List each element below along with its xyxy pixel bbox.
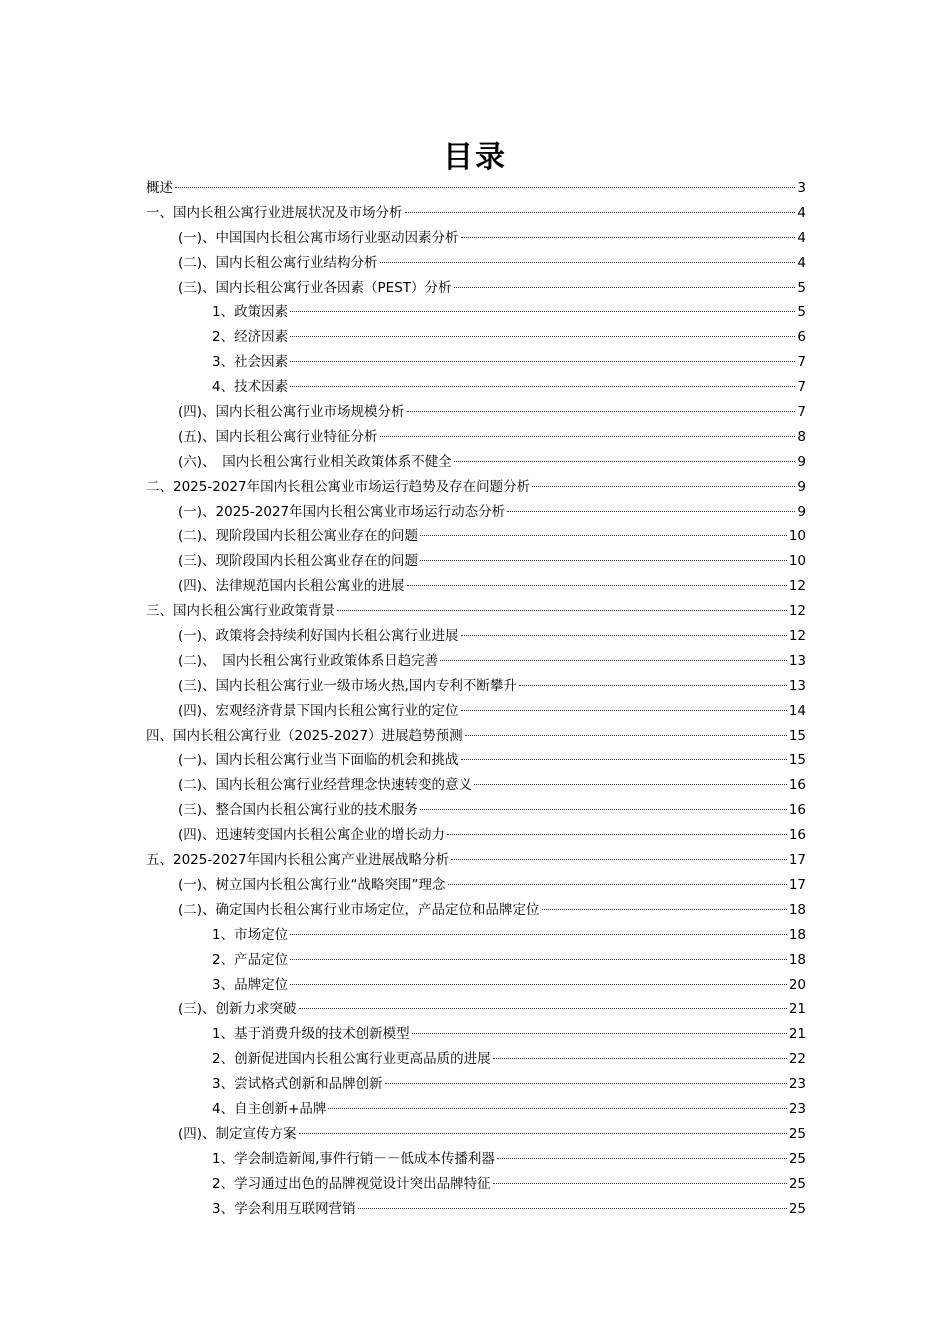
toc-entry-page-number: 14 (788, 702, 806, 719)
toc-entry[interactable] (146, 350, 806, 375)
toc-dot-leader (299, 1008, 787, 1009)
toc-entry-page-number: 5 (797, 279, 806, 296)
toc-entry-label: (四)、制定宣传方案 (178, 1125, 297, 1142)
toc-entry[interactable] (146, 475, 806, 500)
toc-entry-label: 3、学会利用互联网营销 (212, 1200, 356, 1217)
toc-entry[interactable] (146, 500, 806, 525)
toc-entry[interactable] (146, 300, 806, 325)
toc-entry[interactable] (146, 1072, 806, 1097)
toc-entry-page-number: 25 (788, 1125, 806, 1142)
toc-entry[interactable] (146, 848, 806, 873)
toc-dot-leader (451, 859, 787, 860)
toc-entry[interactable] (146, 1172, 806, 1197)
toc-entry[interactable] (146, 1022, 806, 1047)
toc-dot-leader (454, 461, 796, 462)
toc-dot-leader (380, 436, 796, 437)
toc-entry-page-number: 12 (788, 628, 806, 645)
toc-entry[interactable] (146, 1097, 806, 1122)
toc-entry[interactable] (146, 1122, 806, 1147)
toc-entry-label: 概述 (146, 180, 173, 196)
toc-entry-label: (二)、 国内长租公寓行业政策体系日趋完善 (178, 652, 439, 669)
toc-entry[interactable] (146, 400, 806, 425)
toc-entry-page-number: 25 (788, 1200, 806, 1217)
toc-dot-leader (461, 635, 787, 636)
toc-dot-leader (461, 710, 787, 711)
toc-dot-leader (299, 1133, 787, 1134)
toc-entry-label: 3、尝试格式创新和品牌创新 (212, 1076, 383, 1093)
toc-dot-leader (337, 610, 787, 611)
toc-entry-page-number: 10 (788, 528, 806, 545)
toc-entry-page-number: 17 (788, 852, 806, 869)
toc-dot-leader (407, 585, 787, 586)
toc-entry[interactable] (146, 699, 806, 724)
toc-entry-label: (四)、宏观经济背景下国内长租公寓行业的定位 (178, 702, 459, 719)
toc-dot-leader (507, 511, 795, 512)
toc-entry[interactable] (146, 898, 806, 923)
toc-entry[interactable] (146, 325, 806, 350)
toc-entry-label: (二)、国内长租公寓行业经营理念快速转变的意义 (178, 777, 473, 794)
toc-entry[interactable] (146, 873, 806, 898)
toc-entry-label: (三)、国内长租公寓行业各因素（PEST）分析 (178, 279, 452, 296)
toc-dot-leader (385, 1083, 787, 1084)
toc-entry[interactable] (146, 176, 806, 201)
toc-entry-page-number: 22 (788, 1051, 806, 1068)
toc-dot-leader (290, 361, 795, 362)
toc-dot-leader (290, 386, 795, 387)
toc-entry-page-number: 15 (788, 752, 806, 769)
toc-entry-page-number: 16 (788, 827, 806, 844)
toc-entry-page-number: 21 (788, 1001, 806, 1018)
toc-entry-label: 1、政策因素 (212, 304, 289, 321)
table-of-contents (146, 176, 806, 1221)
toc-dot-leader (358, 1208, 787, 1209)
toc-dot-leader (290, 934, 787, 935)
toc-entry[interactable] (146, 1047, 806, 1072)
toc-dot-leader (447, 834, 787, 835)
toc-entry-page-number: 9 (797, 453, 806, 470)
toc-dot-leader (465, 735, 787, 736)
toc-entry-page-number: 15 (788, 727, 806, 744)
toc-entry-page-number: 23 (788, 1076, 806, 1093)
toc-entry-page-number: 4 (797, 229, 806, 246)
toc-entry[interactable] (146, 599, 806, 624)
toc-entry-label: (一)、中国国内长租公寓市场行业驱动因素分析 (178, 229, 459, 246)
toc-entry[interactable] (146, 201, 806, 226)
toc-entry-label: (三)、创新力求突破 (178, 1001, 297, 1018)
toc-entry-label: (二)、国内长租公寓行业结构分析 (178, 254, 378, 271)
toc-dot-leader (290, 336, 795, 337)
toc-entry-label: 2、产品定位 (212, 951, 289, 968)
toc-entry-label: (三)、整合国内长租公寓行业的技术服务 (178, 802, 419, 819)
toc-entry-label: (二)、确定国内长租公寓行业市场定位，产品定位和品牌定位 (178, 901, 540, 918)
toc-entry-page-number: 3 (797, 180, 806, 196)
toc-entry-page-number: 25 (788, 1175, 806, 1192)
toc-entry[interactable] (146, 923, 806, 948)
toc-entry-page-number: 13 (788, 677, 806, 694)
toc-dot-leader (461, 237, 796, 238)
toc-entry-page-number: 16 (788, 777, 806, 794)
toc-entry-label: 二、2025-2027年国内长租公寓业市场运行趋势及存在问题分析 (146, 478, 531, 495)
toc-entry-page-number: 21 (788, 1026, 806, 1043)
toc-entry[interactable] (146, 425, 806, 450)
toc-dot-leader (454, 287, 796, 288)
toc-entry-label: (一)、国内长租公寓行业当下面临的机会和挑战 (178, 752, 459, 769)
toc-dot-leader (290, 984, 787, 985)
toc-entry[interactable] (146, 674, 806, 699)
toc-entry-label: (四)、国内长租公寓行业市场规模分析 (178, 404, 405, 421)
toc-entry-label: 3、社会因素 (212, 354, 289, 371)
toc-entry[interactable] (146, 724, 806, 749)
toc-entry-label: 3、品牌定位 (212, 976, 289, 993)
toc-dot-leader (412, 1033, 787, 1034)
toc-entry-page-number: 8 (797, 428, 806, 445)
toc-dot-leader (380, 262, 796, 263)
toc-dot-leader (290, 959, 787, 960)
toc-entry-label: (六)、 国内长租公寓行业相关政策体系不健全 (178, 453, 452, 470)
toc-entry-page-number: 13 (788, 652, 806, 669)
toc-entry[interactable] (146, 524, 806, 549)
toc-entry-page-number: 16 (788, 802, 806, 819)
toc-entry-label: (二)、现阶段国内长租公寓业存在的问题 (178, 528, 419, 545)
toc-entry-label: (三)、国内长租公寓行业一级市场火热,国内专利不断攀升 (178, 677, 517, 694)
toc-entry-page-number: 7 (797, 404, 806, 421)
toc-dot-leader (405, 212, 796, 213)
toc-dot-leader (532, 486, 795, 487)
toc-entry-page-number: 23 (788, 1100, 806, 1117)
toc-entry-label: 2、学习通过出色的品牌视觉设计突出品牌特征 (212, 1175, 491, 1192)
toc-entry-label: 1、市场定位 (212, 926, 289, 943)
toc-dot-leader (328, 1108, 786, 1109)
toc-entry[interactable] (146, 549, 806, 574)
toc-entry-label: 1、学会制造新闻,事件行销－－低成本传播利器 (212, 1150, 495, 1167)
toc-entry[interactable] (146, 748, 806, 773)
toc-dot-leader (420, 535, 787, 536)
toc-entry-label: (三)、现阶段国内长租公寓业存在的问题 (178, 553, 419, 570)
toc-dot-leader (461, 759, 787, 760)
toc-dot-leader (290, 311, 795, 312)
toc-entry-page-number: 5 (797, 304, 806, 321)
toc-entry-page-number: 18 (788, 951, 806, 968)
toc-dot-leader (474, 784, 787, 785)
toc-entry-page-number: 7 (797, 354, 806, 371)
toc-dot-leader (519, 685, 787, 686)
toc-entry[interactable] (146, 450, 806, 475)
toc-entry-label: (一)、树立国内长租公寓行业“战略突围”理念 (178, 876, 446, 893)
toc-dot-leader (542, 909, 787, 910)
toc-dot-leader (493, 1183, 787, 1184)
toc-entry-label: 4、技术因素 (212, 379, 289, 396)
toc-entry-page-number: 7 (797, 379, 806, 396)
page-title: 目录 (443, 140, 507, 175)
toc-entry[interactable] (146, 649, 806, 674)
toc-entry-page-number: 10 (788, 553, 806, 570)
toc-dot-leader (440, 660, 787, 661)
toc-entry-page-number: 6 (797, 329, 806, 346)
toc-entry-page-number: 20 (788, 976, 806, 993)
toc-entry[interactable] (146, 1147, 806, 1172)
toc-entry-page-number: 17 (788, 876, 806, 893)
toc-entry-label: 2、经济因素 (212, 329, 289, 346)
toc-entry[interactable] (146, 997, 806, 1022)
toc-entry[interactable] (146, 773, 806, 798)
toc-entry-label: 四、国内长租公寓行业（2025-2027）进展趋势预测 (146, 727, 463, 744)
toc-entry-page-number: 18 (788, 901, 806, 918)
toc-entry-label: 五、2025-2027年国内长租公寓产业进展战略分析 (146, 852, 450, 869)
toc-entry-label: 2、创新促进国内长租公寓行业更高品质的进展 (212, 1051, 491, 1068)
toc-entry-label: (一)、政策将会持续利好国内长租公寓行业进展 (178, 628, 459, 645)
toc-entry[interactable] (146, 375, 806, 400)
toc-entry[interactable] (146, 1197, 806, 1222)
toc-entry-label: (四)、迅速转变国内长租公寓企业的增长动力 (178, 827, 446, 844)
toc-dot-leader (420, 809, 787, 810)
toc-entry-label: (四)、法律规范国内长租公寓业的进展 (178, 578, 405, 595)
toc-dot-leader (497, 1158, 787, 1159)
toc-entry-label: 三、国内长租公寓行业政策背景 (146, 603, 335, 620)
toc-entry[interactable] (146, 624, 806, 649)
toc-entry-page-number: 4 (797, 204, 806, 221)
toc-dot-leader (448, 884, 787, 885)
toc-dot-leader (493, 1058, 787, 1059)
toc-entry-label: (一)、2025-2027年国内长租公寓业市场运行动态分析 (178, 503, 506, 520)
toc-entry-label: (五)、国内长租公寓行业特征分析 (178, 428, 378, 445)
toc-entry[interactable] (146, 973, 806, 998)
toc-entry-label: 1、基于消费升级的技术创新模型 (212, 1026, 410, 1043)
toc-dot-leader (407, 411, 796, 412)
toc-entry-page-number: 18 (788, 926, 806, 943)
toc-entry[interactable] (146, 798, 806, 823)
toc-entry[interactable] (146, 948, 806, 973)
toc-entry[interactable] (146, 226, 806, 251)
toc-entry[interactable] (146, 251, 806, 276)
toc-entry-label: 一、国内长租公寓行业进展状况及市场分析 (146, 204, 403, 221)
toc-entry[interactable] (146, 276, 806, 301)
toc-entry-page-number: 12 (788, 578, 806, 595)
toc-entry-label: 4、自主创新+品牌 (212, 1100, 327, 1117)
toc-entry-page-number: 4 (797, 254, 806, 271)
toc-entry[interactable] (146, 823, 806, 848)
toc-entry-page-number: 25 (788, 1150, 806, 1167)
toc-entry-page-number: 9 (797, 478, 806, 495)
toc-dot-leader (175, 187, 795, 188)
toc-entry-page-number: 9 (797, 503, 806, 520)
toc-dot-leader (420, 560, 787, 561)
toc-entry-page-number: 12 (788, 603, 806, 620)
toc-entry[interactable] (146, 574, 806, 599)
